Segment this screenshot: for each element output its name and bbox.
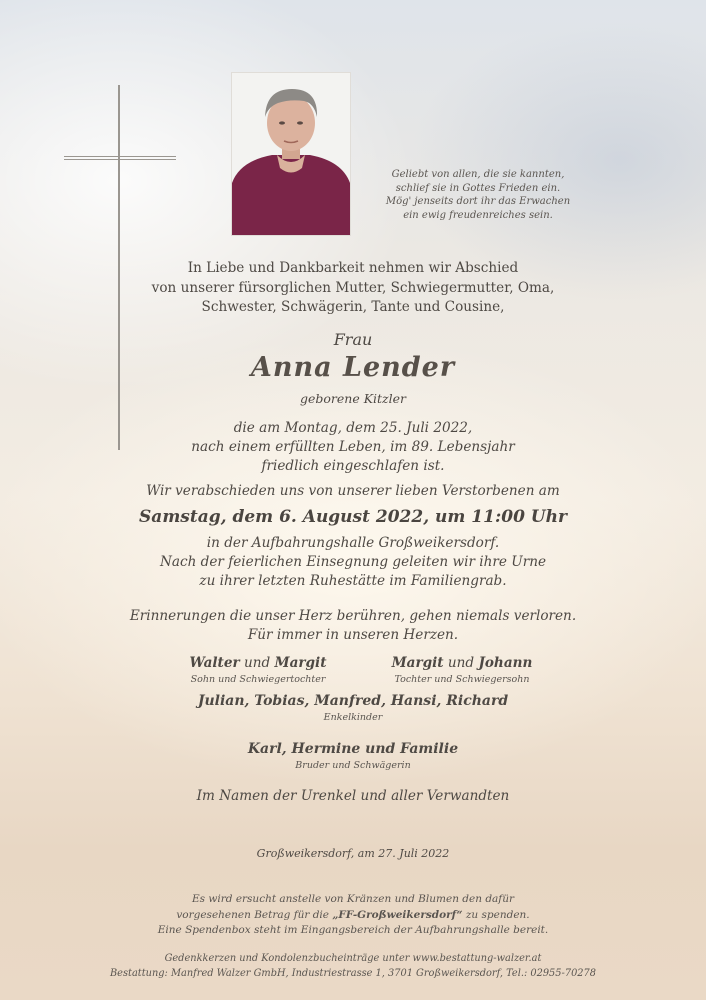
place-line: Nach der feierlichen Einsegnung geleiten wir ihre Urne bbox=[159, 554, 547, 570]
deceased-name: Anna Lender bbox=[250, 352, 456, 383]
mourner-relation: Sohn und Schwiegertochter bbox=[190, 674, 326, 685]
memories-line: Erinnerungen die unser Herz berühren, gehen niemals verloren. bbox=[129, 608, 577, 624]
mourner-son bbox=[166, 655, 350, 685]
service-place bbox=[0, 534, 706, 591]
poem-line: Mög' jenseits dort ihr das Erwachen bbox=[385, 196, 571, 208]
intro-text bbox=[0, 259, 706, 318]
mourner-names: Julian, Tobias, Manfred, Hansi, Richard bbox=[197, 693, 509, 709]
cross-icon-bar bbox=[64, 156, 176, 160]
place-line: in der Aufbahrungshalle Großweikersdorf. bbox=[206, 535, 500, 551]
mourner-daughter bbox=[370, 655, 554, 685]
service-date: Samstag, dem 6. August 2022, um 11:00 Uhr bbox=[139, 507, 567, 527]
death-line: die am Montag, dem 25. Juli 2022, bbox=[233, 420, 473, 436]
memories-text bbox=[0, 607, 706, 645]
mourner-names: Walter und Margit bbox=[189, 655, 327, 671]
footer-line: Bestattung: Manfred Walzer GmbH, Industriestrasse 1, 3701 Großweikersdorf, Tel.: 02955-70278 bbox=[109, 968, 596, 979]
poem-line: schlief sie in Gottes Frieden ein. bbox=[395, 182, 561, 194]
poem-line: Geliebt von allen, die sie kannten, bbox=[391, 169, 565, 180]
mourner-names: Karl, Hermine und Familie bbox=[247, 741, 459, 757]
intro-line: von unserer fürsorglichen Mutter, Schwiegermutter, Oma, bbox=[151, 279, 555, 296]
mourner-names: Margit und Johann bbox=[391, 655, 533, 671]
footer-line: Gedenkkerzen und Kondolenzbucheinträge unter www.bestattung-walzer.at bbox=[164, 953, 542, 964]
honorific: Frau bbox=[333, 330, 373, 349]
donation-line: Eine Spendenbox steht im Eingangsbereich der Aufbahrungshalle bereit. bbox=[157, 924, 549, 936]
memories-line: Für immer in unseren Herzen. bbox=[247, 627, 459, 643]
portrait-photo bbox=[231, 72, 351, 236]
donation-line: vorgesehenen Betrag für die „FF-Großweikersdorf“ zu spenden. bbox=[176, 908, 530, 921]
funeral-home-footer bbox=[0, 951, 706, 981]
farewell-text: Wir verabschieden uns von unserer lieben Verstorbenen am bbox=[146, 483, 560, 499]
place-line: zu ihrer letzten Ruhestätte im Familiengrab. bbox=[199, 573, 507, 589]
intro-line: In Liebe und Dankbarkeit nehmen wir Abschied bbox=[187, 260, 519, 276]
mourner-relation: Enkelkinder bbox=[323, 712, 383, 723]
donation-note bbox=[0, 892, 706, 939]
mourner-grandchildren bbox=[0, 693, 706, 723]
mourner-siblings bbox=[0, 741, 706, 771]
donation-line: Es wird ersucht anstelle von Kränzen und Blumen den dafür bbox=[192, 893, 514, 905]
death-text bbox=[0, 419, 706, 476]
mourner-relation: Bruder und Schwägerin bbox=[295, 760, 411, 771]
death-line: friedlich eingeschlafen ist. bbox=[261, 458, 445, 474]
death-line: nach einem erfüllten Leben, im 89. Lebensjahr bbox=[191, 439, 515, 455]
poem-line: ein ewig freudenreiches sein. bbox=[403, 209, 553, 221]
intro-line: Schwester, Schwägerin, Tante und Cousine, bbox=[201, 299, 505, 315]
birth-name: geborene Kitzler bbox=[299, 391, 407, 406]
mourner-relation: Tochter und Schwiegersohn bbox=[394, 674, 530, 685]
memorial-poem bbox=[380, 168, 576, 222]
relatives-text: Im Namen der Urenkel und aller Verwandten bbox=[196, 788, 510, 804]
place-date: Großweikersdorf, am 27. Juli 2022 bbox=[256, 847, 450, 860]
